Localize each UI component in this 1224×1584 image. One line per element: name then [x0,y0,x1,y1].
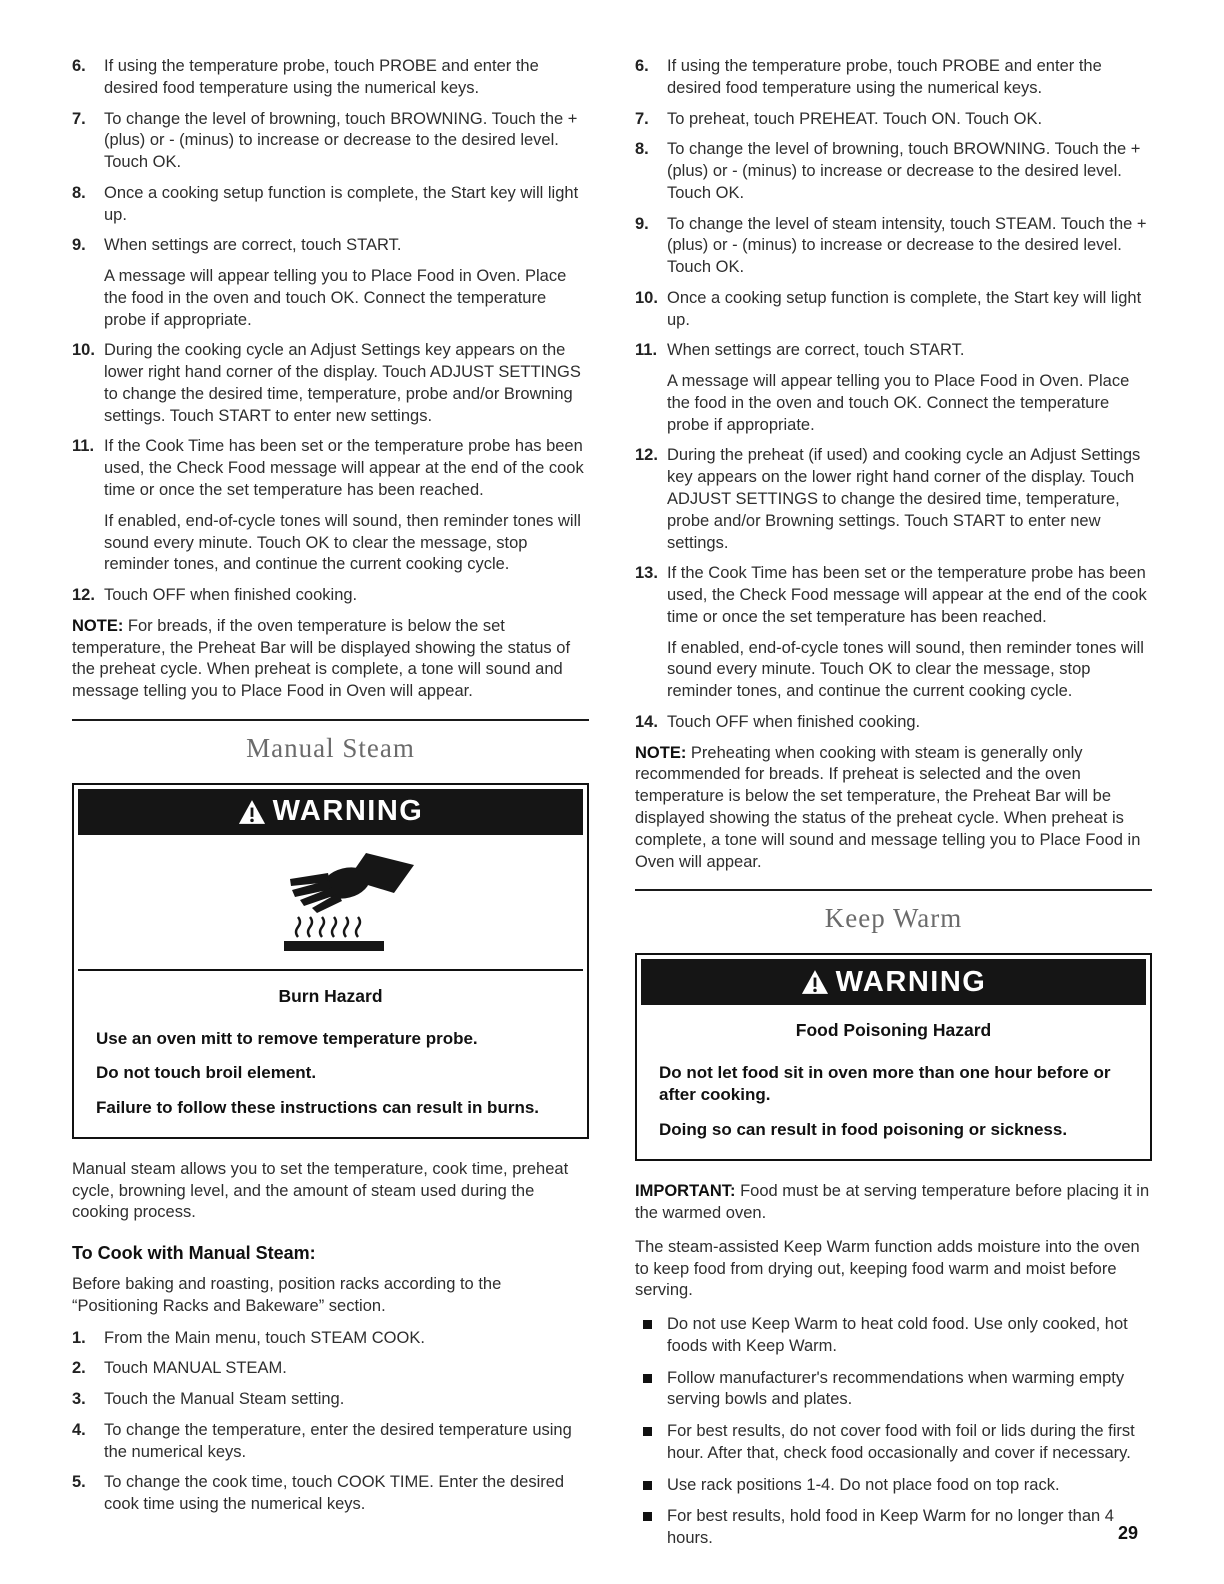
manual-steam-intro: Manual steam allows you to set the temperature, cook time, preheat cycle, browning level, and the amount of steam used during the cooking process. [72,1159,569,1222]
step-number: 7. [635,109,649,128]
step-text: Once a cooking setup function is complete, the Start key will light up. [104,183,579,224]
step-number: 11. [72,437,95,456]
step-item [635,56,1152,100]
step-number: 12. [72,586,95,605]
bullet-item [635,1475,1152,1497]
subheading-to-cook: To Cook with Manual Steam: [72,1243,316,1264]
two-column-layout [72,56,1152,1560]
step-text: If the Cook Time has been set or the temperature probe has been used, the Check Food message will appear at the end of the cook time or once the set temperature has been reached. [667,564,1147,626]
step-item [635,214,1152,279]
bullet-item [635,1314,1152,1358]
step-text: To change the cook time, touch COOK TIME. Enter the desired cook time using the numerical keys. [104,1473,565,1514]
hazard-title: Food Poisoning Hazard [795,1019,992,1040]
step-number: 14. [635,712,658,731]
warning-header-label: WARNING [835,965,987,998]
note-text: For breads, if the oven temperature is below the set temperature, the Preheat Bar will be displayed showing the status of the preheat cycle. When preheat is complete, a tone will sound and message telling you to Place Food in Oven will appear. [72,616,571,701]
step-text: Touch the Manual Steam setting. [104,1390,345,1409]
bullet-square-icon [643,1481,652,1490]
step-item [72,585,589,607]
step-text: To change the temperature, enter the desired temperature using the numerical keys. [104,1420,572,1461]
warning-statement: Do not let food sit in oven more than one hour before or after cooking. [659,1062,1111,1105]
step-item [635,712,1152,734]
step-number: 5. [72,1473,86,1492]
note-text: Preheating when cooking with steam is generally only recommended for breads. If preheat is selected and the oven temperature is below the set temperature, the Preheat Bar will be displayed showing the status of the preheat cycle. When preheat is complete, a tone will sound and message telling you to Place Food in Oven will appear. [635,743,1141,871]
bullet-text: Follow manufacturer's recommendations when warming empty serving bowls and plates. [667,1368,1125,1409]
warning-statements [641,1048,1146,1155]
bullet-item [635,1368,1152,1412]
step-text-continued: A message will appear telling you to Place Food in Oven. Place the food in the oven and touch OK. Connect the temperature probe if appropriate. [667,372,1130,434]
step-item [72,1420,589,1464]
step-text-continued: A message will appear telling you to Place Food in Oven. Place the food in the oven and touch OK. Connect the temperature probe if appropriate. [104,267,567,329]
step-number: 4. [72,1420,86,1439]
step-item [72,183,589,227]
warning-statement: Do not touch broil element. [96,1063,317,1083]
step-text: If the Cook Time has been set or the temperature probe has been used, the Check Food message will appear at the end of the cook time or once the set temperature has been reached. [104,437,584,500]
hazard-title: Burn Hazard [278,985,383,1006]
bullet-text: Do not use Keep Warm to heat cold food. Use only cooked, hot foods with Keep Warm. [667,1315,1128,1355]
bullet-item [635,1506,1152,1550]
warning-statement: Failure to follow these instructions can result in burns. [96,1097,540,1117]
section-divider [635,889,1152,891]
step-item [72,1358,589,1380]
step-text: Touch OFF when finished cooking. [104,586,358,605]
step-number: 9. [635,214,649,233]
step-number: 3. [72,1390,86,1409]
page-number: 29 [1117,1523,1138,1544]
step-item [72,1389,589,1411]
step-number: 11. [635,341,658,360]
step-number: 8. [635,140,649,159]
step-number: 10. [635,288,658,307]
food-poisoning-warning-box [635,953,1152,1161]
step-item [72,340,589,427]
bullet-text: For best results, do not cover food with foil or lids during the first hour. After that, check food occasionally and cover if necessary. [667,1422,1135,1462]
step-item [635,563,1152,703]
bullet-item [635,1421,1152,1465]
step-item [72,1472,589,1516]
step-item [635,288,1152,332]
step-text-continued: If enabled, end-of-cycle tones will sound, then reminder tones will sound every minute. Touch OK to clear the message, stop reminder tones, and continue the current cooking cycle. [667,638,1144,701]
step-text: Once a cooking setup function is complete, the Start key will light up. [667,288,1142,329]
note-paragraph [635,743,1152,874]
step-text: When settings are correct, touch START. [667,341,965,360]
warning-triangle-icon [238,799,266,825]
note-label: NOTE: [72,616,124,635]
step-item [72,56,589,100]
step-item [635,139,1152,204]
burn-hazard-icon [246,849,416,959]
step-text: During the preheat (if used) and cooking cycle an Adjust Settings key appears on the lower right hand corner of the display. Touch ADJUST SETTINGS to change the desired time, temperature, probe and/or Browning settings. Touch START to enter new settings. [667,446,1141,552]
step-item [72,235,589,331]
note-label: NOTE: [635,743,687,762]
note-paragraph [72,616,589,703]
step-number: 2. [72,1359,86,1378]
right-column [635,56,1152,1560]
step-number: 13. [635,564,658,583]
step-item [635,109,1152,131]
step-text: Touch OFF when finished cooking. [667,712,921,731]
step-text: To preheat, touch PREHEAT. Touch ON. Touch OK. [667,109,1043,128]
step-text-continued: If enabled, end-of-cycle tones will sound, then reminder tones will sound every minute. Touch OK to clear the message, stop reminder tones, and continue the current cooking cycle. [104,511,581,574]
step-text: If using the temperature probe, touch PROBE and enter the desired food temperature using the numerical keys. [104,57,539,97]
step-text: To change the level of browning, touch BROWNING. Touch the + (plus) or - (minus) to increase or decrease to the desired level. Touch OK. [104,109,578,172]
step-number: 7. [72,109,86,128]
step-text: From the Main menu, touch STEAM COOK. [104,1328,425,1347]
warning-header [641,959,1146,1005]
important-text: Food must be at serving temperature before placing it in the warmed oven. [635,1182,1150,1223]
section-title-keep-warm: Keep Warm [824,903,963,934]
step-number: 6. [635,57,649,75]
step-number: 1. [72,1328,86,1347]
warning-header [78,789,583,835]
bullet-text: Use rack positions 1-4. Do not place food on top rack. [667,1475,1060,1494]
warning-triangle-icon [801,969,829,995]
step-number: 8. [72,183,86,202]
bullet-square-icon [643,1320,652,1329]
step-item [635,445,1152,554]
warning-statement: Use an oven mitt to remove temperature probe. [96,1028,478,1048]
bullet-square-icon [643,1427,652,1436]
important-label: IMPORTANT: [635,1182,736,1201]
step-text: Touch MANUAL STEAM. [104,1359,287,1378]
important-paragraph [635,1181,1152,1225]
step-text: To change the level of steam intensity, touch STEAM. Touch the + (plus) or - (minus) to increase or decrease to the desired level. Touch OK. [667,214,1147,277]
step-number: 9. [72,236,86,255]
step-text: To change the level of browning, touch BROWNING. Touch the + (plus) or - (minus) to increase or decrease to the desired level. Touch OK. [667,140,1141,202]
warning-header-label: WARNING [272,795,424,828]
keep-warm-description: The steam-assisted Keep Warm function adds moisture into the oven to keep food from drying out, keeping food warm and moist before serving. [635,1237,1140,1300]
burn-hazard-icon-area [78,835,583,971]
step-number: 12. [635,446,658,465]
step-text: If using the temperature probe, touch PROBE and enter the desired food temperature using the numerical keys. [667,57,1102,97]
step-item [72,436,589,576]
step-text: When settings are correct, touch START. [104,236,402,255]
step-number: 10. [72,341,95,360]
step-number: 6. [72,57,86,75]
bullet-square-icon [643,1374,652,1383]
section-title-manual-steam: Manual Steam [246,732,415,763]
step-text: During the cooking cycle an Adjust Settings key appears on the lower right hand corner of the display. Touch ADJUST SETTINGS to change the desired time, temperature, probe and/or Browning settings. Touch START to enter new settings. [104,341,581,425]
warning-statement: Doing so can result in food poisoning or sickness. [659,1119,1068,1139]
subheading-intro: Before baking and roasting, position racks according to the “Positioning Racks and Bakeware” section. [72,1274,502,1315]
bullet-text: For best results, hold food in Keep Warm for no longer than 4 hours. [667,1507,1114,1548]
step-item [72,1328,589,1350]
warning-statements [78,1014,583,1133]
bullet-square-icon [643,1512,652,1521]
step-item [635,340,1152,436]
section-divider [72,719,589,721]
burn-hazard-warning-box [72,783,589,1139]
left-column [72,56,589,1560]
step-item [72,109,589,174]
